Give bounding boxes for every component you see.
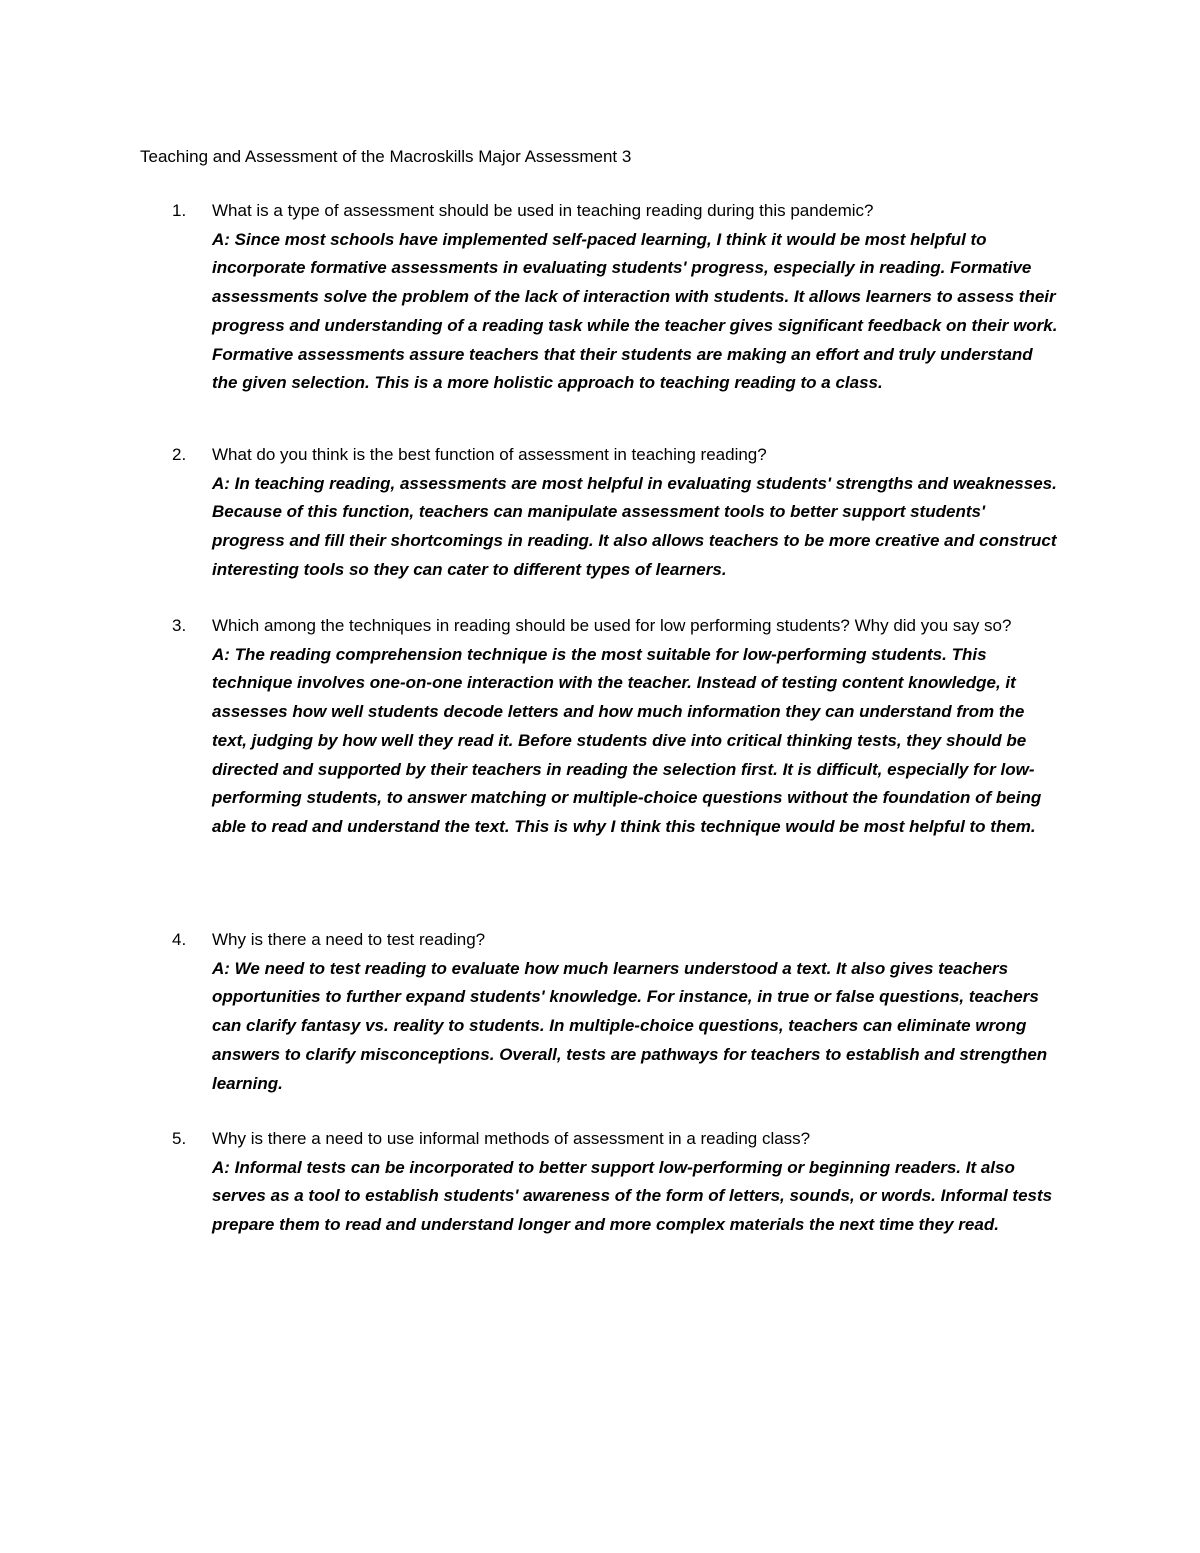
answer-text: A: The reading comprehension technique is the most suitable for low-performing students. This technique involves one-on-one interaction with the teacher. Instead of testing content knowledge, it assesses how well students decode letters and how much information they can understand from the text, judging by how well they read it. Before students dive into critical thinking tests, they should be directed and supported by their teachers in reading the selection first. It is difficult, especially for low-performing students, to answer matching or multiple-choice questions without the foundation of being able to read and understand the text. This is why I think this technique would be most helpful to them.: [212, 644, 1042, 836]
question-text: Which among the techniques in reading should be used for low performing students? Why did you say so?: [212, 616, 1012, 635]
question-body: [212, 612, 1062, 842]
question-number: 4.: [172, 930, 187, 949]
question-text: What do you think is the best function of assessment in teaching reading?: [212, 445, 767, 464]
question-text: Why is there a need to test reading?: [212, 930, 486, 949]
question-number: 5.: [172, 1129, 187, 1148]
question-number: 2.: [172, 445, 187, 464]
answer-text: A: Since most schools have implemented self-paced learning, I think it would be most helpful to incorporate formative assessments in evaluating students' progress, especially in reading. Formative assessments solve the problem of the lack of interaction with students. It allows learners to assess their progress and understanding of a reading task while the teacher gives significant feedback on their work. Formative assessments assure teachers that their students are making an effort and truly understand the given selection. This is a more holistic approach to teaching reading to a class.: [212, 229, 1058, 393]
question-body: [212, 1125, 1062, 1240]
question-text: What is a type of assessment should be used in teaching reading during this pandemic?: [212, 201, 874, 220]
answer-text: A: Informal tests can be incorporated to better support low-performing or beginning readers. It also serves as a tool to establish students' awareness of the form of letters, sounds, or words. Informal tests prepare them to read and understand longer and more complex materials the next time they read.: [212, 1157, 1053, 1235]
answer-text: A: We need to test reading to evaluate how much learners understood a text. It also gives teachers opportunities to further expand students' knowledge. For instance, in true or false questions, teachers can clarify fantasy vs. reality to students. In multiple-choice questions, teachers can eliminate wrong answers to clarify misconceptions. Overall, tests are pathways for teachers to establish and strengthen learning.: [212, 958, 1048, 1093]
question-body: [212, 441, 1062, 585]
document-title: Teaching and Assessment of the Macroskills Major Assessment 3: [140, 147, 632, 166]
question-body: [212, 197, 1062, 398]
answer-text: A: In teaching reading, assessments are most helpful in evaluating students' strengths and weaknesses. Because of this function, teachers can manipulate assessment tools to better support students' progress and fill their shortcomings in reading. It also allows teachers to be more creative and construct interesting tools so they can cater to different types of learners.: [212, 473, 1057, 579]
question-text: Why is there a need to use informal methods of assessment in a reading class?: [212, 1129, 811, 1148]
question-number: 3.: [172, 616, 187, 635]
question-body: [212, 926, 1062, 1098]
question-number: 1.: [172, 201, 187, 220]
